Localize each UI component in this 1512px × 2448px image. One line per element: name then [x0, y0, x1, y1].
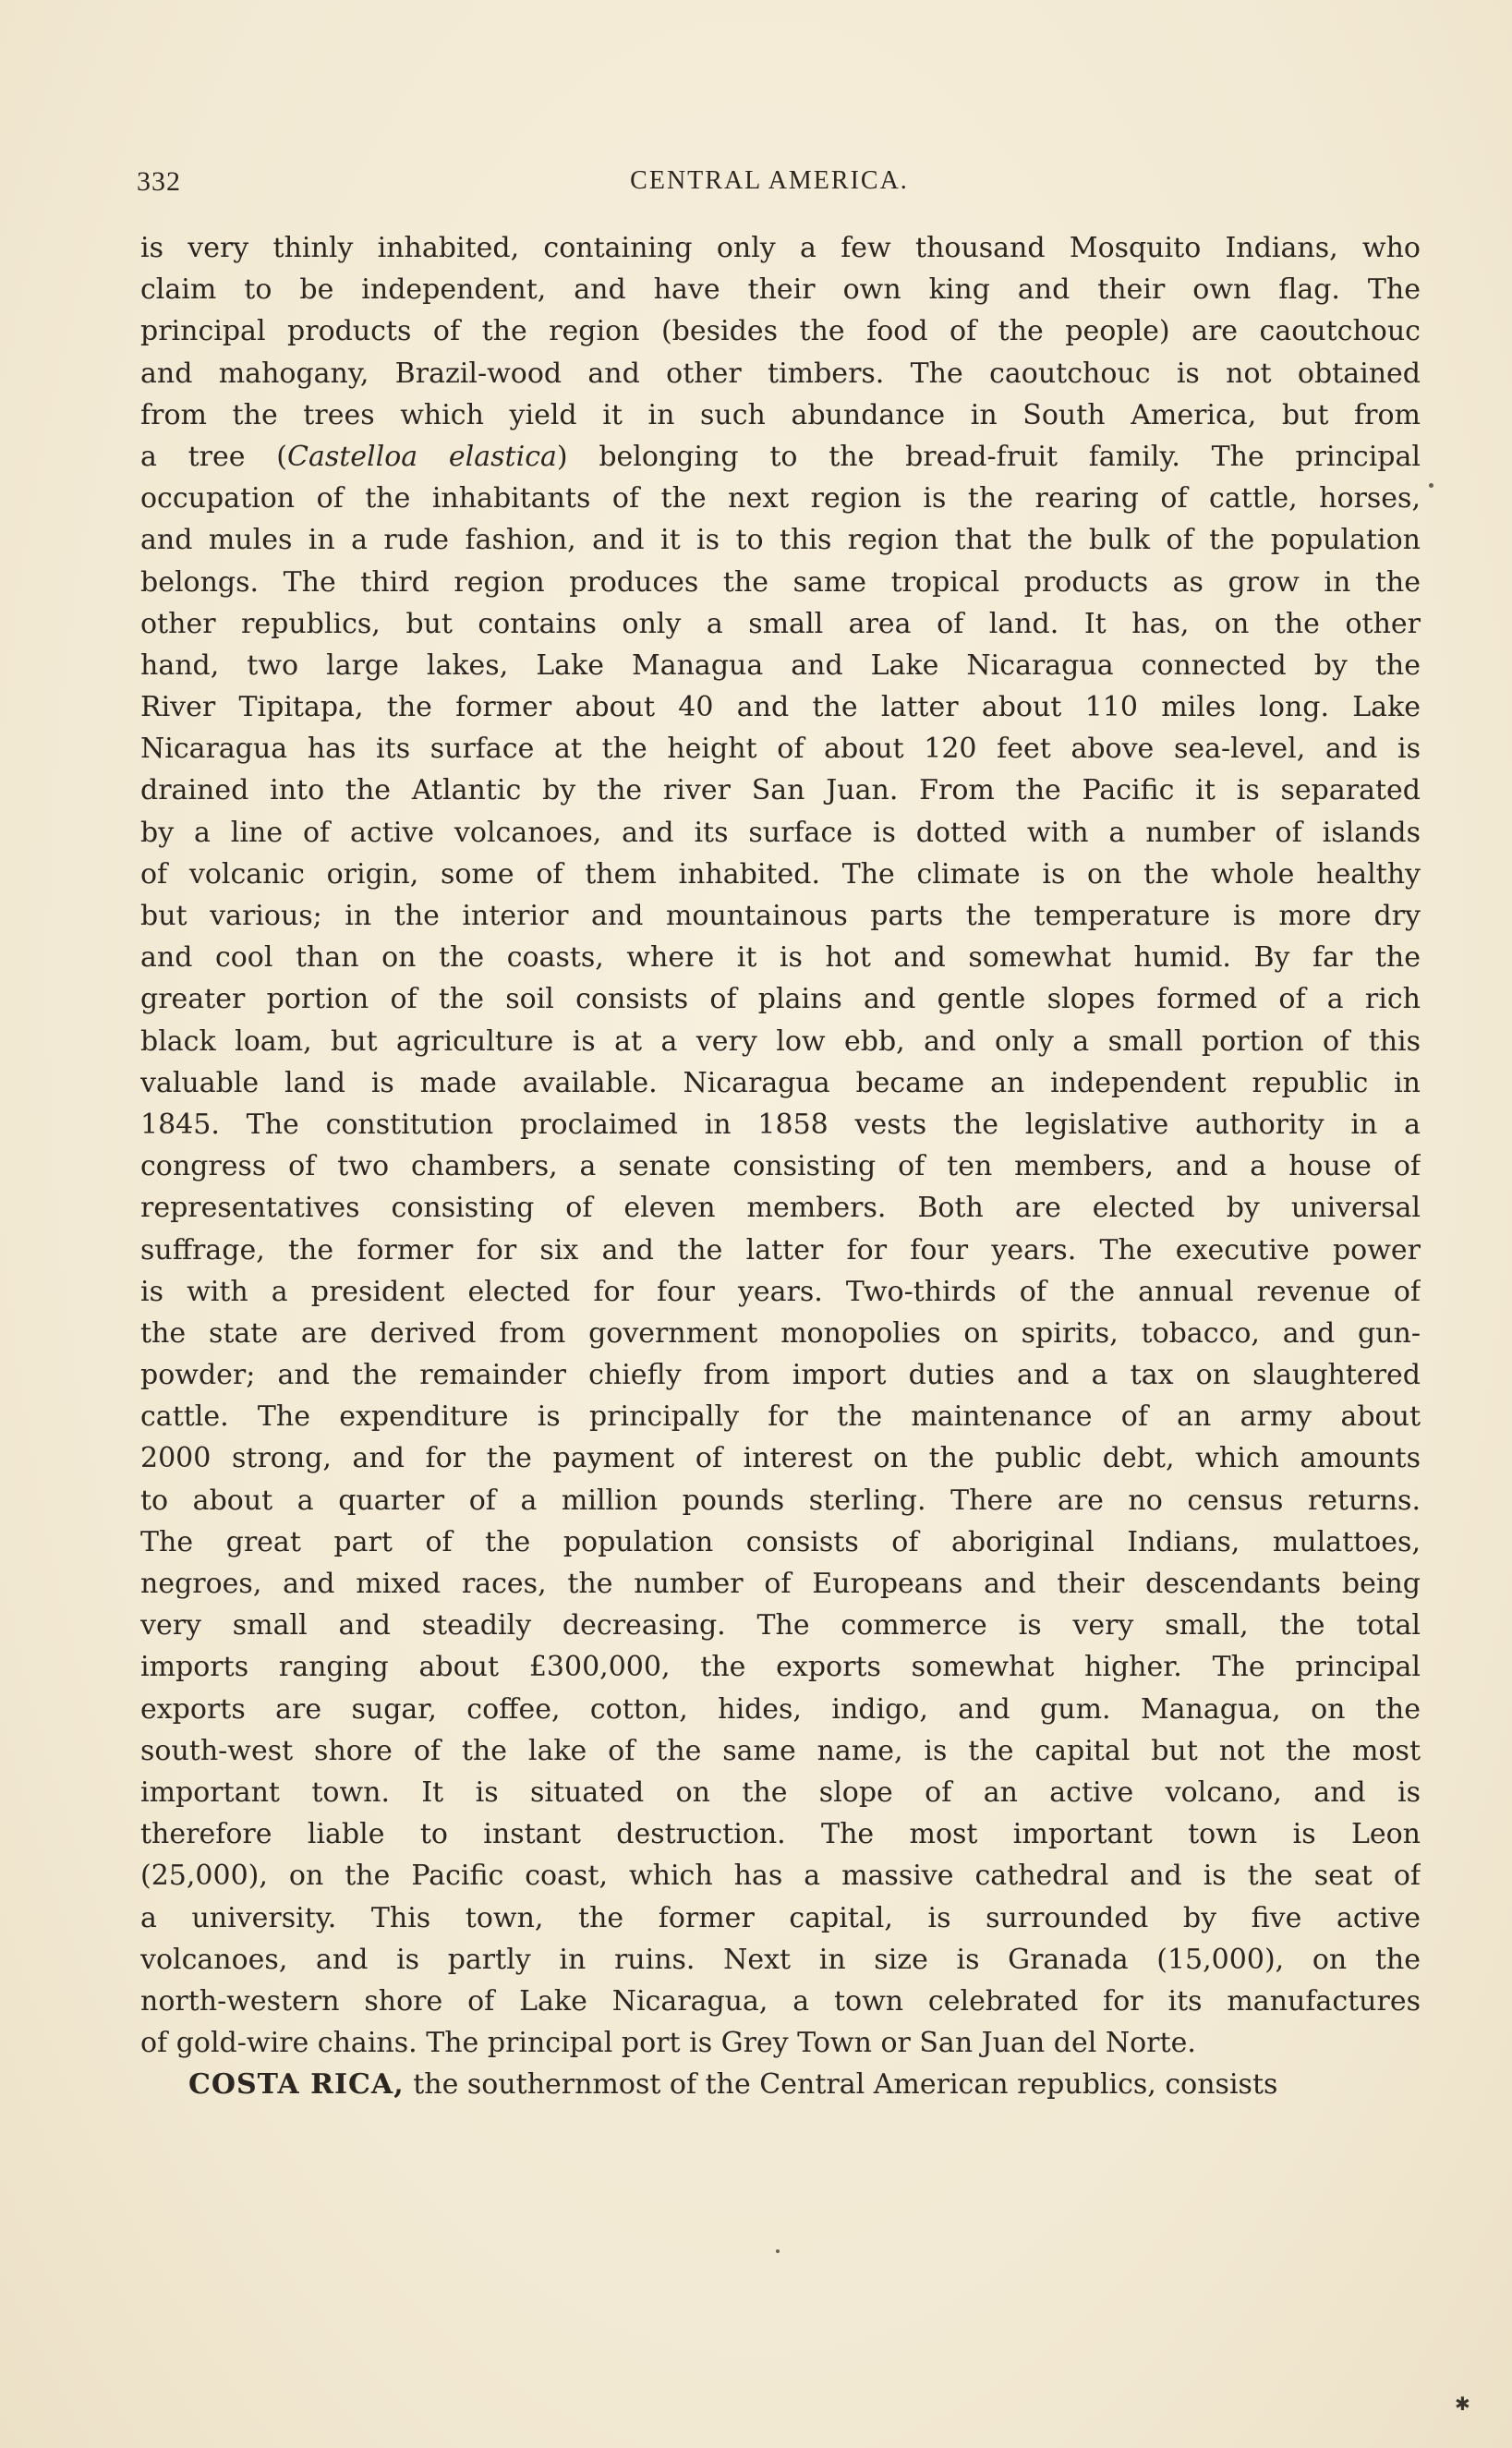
text-line: important town. It is situated on the slope of an active volcano, and is: [140, 1775, 1421, 1809]
text-line: the state are derived from government monopolies on spirits, tobacco, and gun-: [140, 1316, 1421, 1350]
text-line: from the trees which yield it in such abundance in South America, but from: [140, 398, 1421, 431]
species-name: Castelloa elastica: [286, 440, 557, 473]
text-line: 1845. The constitution proclaimed in 1858 vests the legislative authority in a: [140, 1108, 1421, 1141]
text-line: hand, two large lakes, Lake Managua and Lake Nicaragua connected by the: [140, 648, 1421, 682]
text-line: (25,000), on the Pacific coast, which has a massive cathedral and is the seat of: [140, 1860, 1421, 1893]
text-line: The great part of the population consists of aboriginal Indians, mulattoes,: [140, 1525, 1421, 1558]
text-line: negroes, and mixed races, the number of Europeans and their descendants being: [140, 1568, 1421, 1600]
text-line: to about a quarter of a million pounds sterling. There are no census returns.: [140, 1484, 1421, 1517]
closing-rest: the southernmost of the Central American republics, consists: [404, 2068, 1278, 2102]
text-line: occupation of the inhabitants of the next region is the rearing of cattle, horses,: [140, 482, 1421, 515]
print-speck: [776, 2249, 780, 2253]
text-line: belongs. The third region produces the same tropical products as grow in the: [140, 565, 1421, 599]
text-line: claim to be independent, and have their own king and their own flag. The: [140, 273, 1421, 307]
text-line: but various; in the interior and mountainous parts the temperature is more dry: [140, 900, 1421, 932]
text-line: representatives consisting of eleven members. Both are elected by universal: [140, 1192, 1421, 1225]
text-line: a university. This town, the former capital, is surrounded by five active: [140, 1901, 1421, 1934]
body-text: [140, 227, 1421, 2105]
text-line: 2000 strong, and for the payment of interest on the public debt, which amounts: [140, 1442, 1421, 1475]
text-line: of gold-wire chains. The principal port is Grey Town or San Juan del Norte.: [140, 2027, 1196, 2060]
text-line: principal products of the region (besides the food of the people) are caoutchouc: [140, 315, 1421, 348]
text-line: north-western shore of Lake Nicaragua, a town celebrated for its manufactures: [140, 1984, 1421, 2018]
text-line: drained into the Atlantic by the river San Juan. From the Pacific it is separated: [140, 774, 1421, 807]
text-line: volcanoes, and is partly in ruins. Next in size is Granada (15,000), on the: [140, 1943, 1421, 1976]
text-line: and cool than on the coasts, where it is hot and somewhat humid. By far the: [140, 941, 1421, 975]
text-line: other republics, but contains only a small area of land. It has, on the other: [140, 607, 1421, 640]
closing-line: [140, 2064, 1421, 2105]
section-lead: COSTA RICA,: [188, 2068, 405, 2102]
text-line: exports are sugar, coffee, cotton, hides, indigo, and gum. Managua, on the: [140, 1692, 1421, 1726]
text-line: cattle. The expenditure is principally for the maintenance of an army about: [140, 1400, 1421, 1434]
text-line: powder; and the remainder chiefly from import duties and a tax on slaughtered: [140, 1359, 1421, 1392]
text-line: very small and steadily decreasing. The commerce is very small, the total: [140, 1609, 1421, 1642]
text-line: Nicaragua has its surface at the height of about 120 feet above sea-level, and is: [140, 733, 1421, 766]
printer-mark-icon: ✱: [1455, 2393, 1470, 2415]
text-line: is with a president elected for four years. Two-thirds of the annual revenue of: [140, 1275, 1421, 1308]
text-line: black loam, but agriculture is at a very low ebb, and only a small portion of this: [140, 1024, 1421, 1058]
text-line: greater portion of the soil consists of plains and gentle slopes formed of a rich: [140, 983, 1421, 1016]
text-line: and mules in a rude fashion, and it is to this region that the bulk of the population: [140, 524, 1421, 557]
text-line: valuable land is made available. Nicaragua became an independent republic in: [140, 1066, 1421, 1099]
text-line: is very thinly inhabited, containing only a few thousand Mosquito Indians, who: [140, 232, 1421, 264]
text-line: by a line of active volcanoes, and its surface is dotted with a number of islands: [140, 816, 1421, 849]
page-number: 332: [137, 166, 181, 197]
text-line: River Tipitapa, the former about 40 and the latter about 110 miles long. Lake: [140, 691, 1421, 724]
text-line: therefore liable to instant destruction. The most important town is Leon: [140, 1818, 1421, 1851]
text-line: a tree (Castelloa elastica) belonging to the bread-fruit family. The principal: [140, 440, 1421, 473]
text-line: imports ranging about £300,000, the exports somewhat higher. The principal: [140, 1651, 1421, 1684]
text-line: suffrage, the former for six and the latter for four years. The executive power: [140, 1233, 1421, 1266]
text-line: congress of two chambers, a senate consisting of ten members, and a house of: [140, 1150, 1421, 1183]
text-line: south-west shore of the lake of the same name, is the capital but not the most: [140, 1734, 1421, 1767]
print-speck: [1429, 483, 1433, 488]
paragraph-lines: [140, 227, 1421, 2064]
running-head: [137, 166, 1402, 203]
running-title: CENTRAL AMERICA.: [630, 166, 909, 195]
text-line: and mahogany, Brazil-wood and other timbers. The caoutchouc is not obtained: [140, 357, 1421, 390]
text-line: of volcanic origin, some of them inhabited. The climate is on the whole healthy: [140, 857, 1421, 891]
